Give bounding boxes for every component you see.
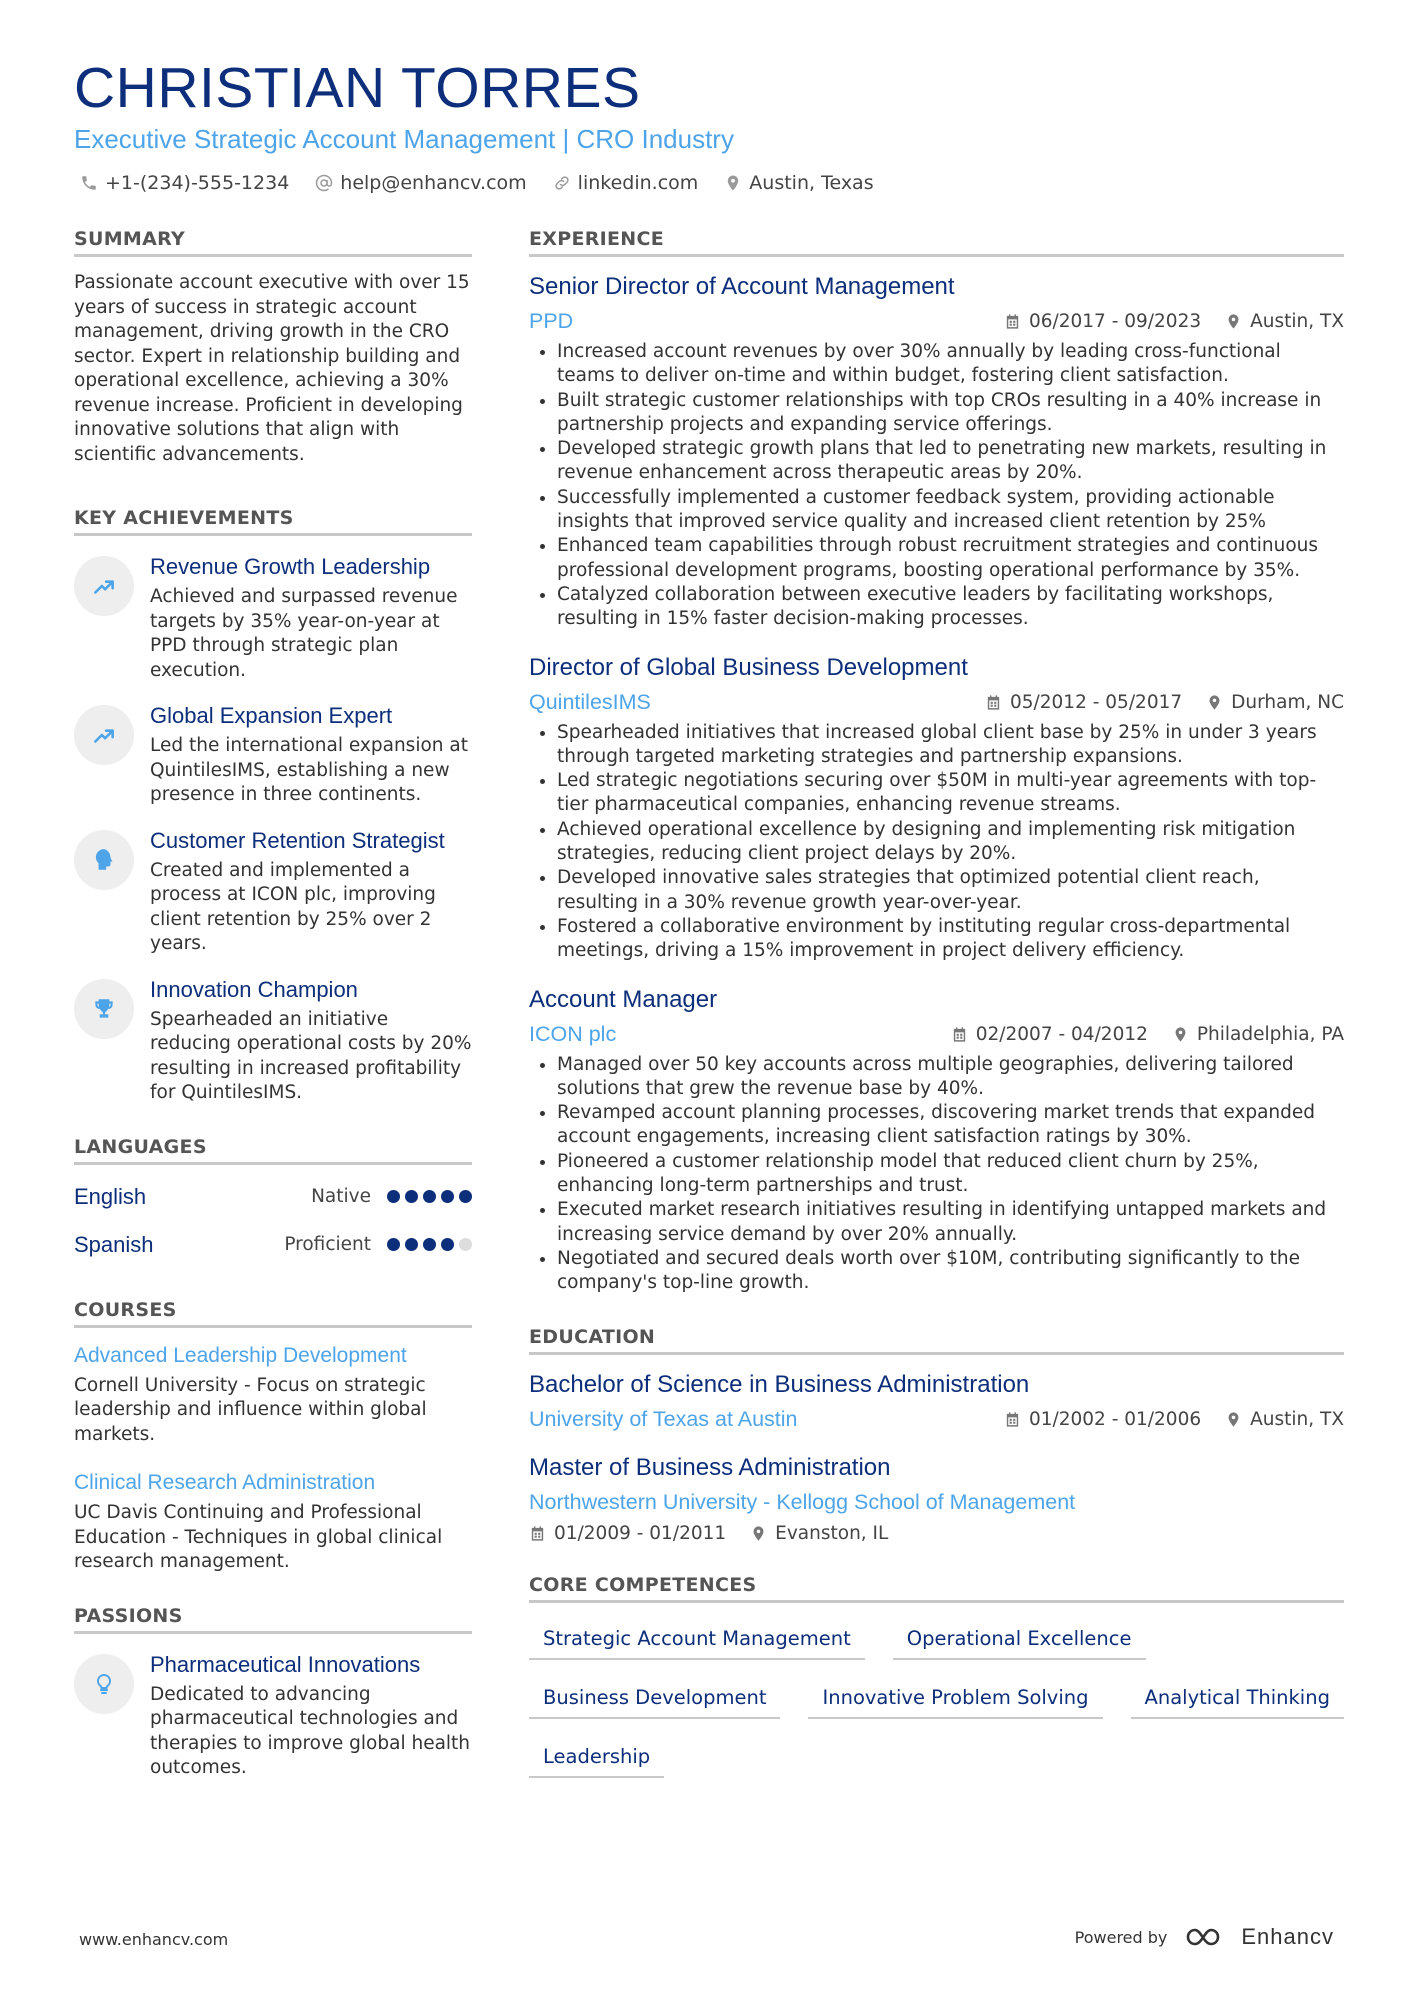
calendar-icon <box>1004 1411 1021 1428</box>
job-bullet: • Spearheaded initiatives that increased global client base by 25% in under 3 years through targeted marketing strategies and partnership expansions. <box>557 721 1344 770</box>
language-level: Native <box>311 1186 371 1207</box>
job-bullet: • Developed strategic growth plans that led to penetrating new markets, resulting in revenue enhancement across therapeutic areas by 20%. <box>557 437 1344 486</box>
head-icon <box>74 830 134 890</box>
courses-section <box>74 1299 472 1575</box>
job-bullet: • Successfully implemented a customer feedback system, providing actionable insights that improved service quality and increased client retention by 25% <box>557 486 1344 535</box>
job-entry <box>529 654 1344 964</box>
job-dates: 06/2017 - 09/2023 <box>1028 311 1202 332</box>
education-dates: 01/2002 - 01/2006 <box>1028 1408 1202 1430</box>
location-pin-icon <box>1172 1026 1189 1043</box>
competence-tag: Business Development <box>529 1680 780 1719</box>
job-bullet: • Pioneered a customer relationship model that reduced client churn by 25%, enhancing long-term partnerships and trust. <box>557 1150 1344 1199</box>
job-bullet: • Negotiated and secured deals worth over $10M, contributing significantly to the company's top-line growth. <box>557 1247 1344 1296</box>
competences-section <box>529 1574 1344 1798</box>
contact-location <box>724 172 873 194</box>
experience-heading: EXPERIENCE <box>529 228 1344 257</box>
summary-text: Passionate account executive with over 15 years of success in strategic account management, driving growth in the CRO sector. Expert in relationship building and operational excellence, achieving a 30% revenue increase. Proficient in developing innovative solutions that align with scientific advancements. <box>74 272 470 465</box>
growth-arrow-icon <box>74 705 134 765</box>
email-text: help@enhancv.com <box>340 172 527 194</box>
job-bullet: • Enhanced team capabilities through robust recruitment strategies and continuous professional development programs, boosting operational performance by 35%. <box>557 534 1344 583</box>
competences-heading: CORE COMPETENCES <box>529 1574 1344 1603</box>
degree-title: Bachelor of Science in Business Administration <box>529 1370 1030 1398</box>
school-name: Northwestern University - Kellogg School of Management <box>529 1489 1076 1514</box>
job-bullet: • Fostered a collaborative environment by instituting regular cross-departmental meetings, driving a 15% improvement in project delivery efficiency. <box>557 915 1344 964</box>
contact-bar <box>80 172 874 194</box>
rating-dot-filled <box>441 1190 454 1203</box>
enhancv-logo-icon <box>1185 1925 1231 1949</box>
competence-tag: Leadership <box>529 1739 664 1778</box>
location-pin-icon <box>1225 313 1242 330</box>
language-rating <box>387 1238 472 1251</box>
course-title: Advanced Leadership Development <box>74 1343 407 1367</box>
calendar-icon <box>951 1026 968 1043</box>
achievements-section <box>74 507 472 1106</box>
achievement-desc: Created and implemented a process at ICON plc, improving client retention by 25% over 2 years. <box>150 859 436 954</box>
rating-dot-filled <box>441 1238 454 1251</box>
contact-email[interactable] <box>315 172 526 194</box>
rating-dot-filled <box>423 1238 436 1251</box>
job-bullet: • Executed market research initiatives resulting in identifying untapped markets and increasing service demand by over 20% annually. <box>557 1198 1344 1247</box>
calendar-icon <box>985 694 1002 711</box>
job-entry <box>529 986 1344 1296</box>
course-desc: UC Davis Continuing and Professional Education - Techniques in global clinical research management. <box>74 1502 443 1572</box>
enhancv-logo[interactable] <box>1185 1924 1334 1950</box>
candidate-name: CHRISTIAN TORRES <box>74 56 641 120</box>
competence-tag: Strategic Account Management <box>529 1621 865 1660</box>
achievement-item <box>74 703 472 808</box>
rating-dot-filled <box>459 1190 472 1203</box>
passion-desc: Dedicated to advancing pharmaceutical technologies and therapies to improve global health outcomes. <box>150 1683 471 1778</box>
course-desc: Cornell University - Focus on strategic leadership and influence within global markets. <box>74 1374 427 1445</box>
education-heading: EDUCATION <box>529 1326 1344 1355</box>
language-name: English <box>74 1183 147 1209</box>
language-level: Proficient <box>284 1234 371 1255</box>
competence-tag: Operational Excellence <box>893 1621 1146 1660</box>
languages-section <box>74 1136 472 1269</box>
footer-website[interactable]: www.enhancv.com <box>79 1930 229 1949</box>
location-pin-icon <box>1225 1411 1242 1428</box>
course-title: Clinical Research Administration <box>74 1471 376 1494</box>
trophy-icon <box>74 979 134 1039</box>
job-entry <box>529 273 1344 632</box>
rating-dot-filled <box>405 1238 418 1251</box>
calendar-icon <box>529 1525 546 1542</box>
phone-text: +1-(234)-555-1234 <box>105 172 290 194</box>
location-pin-icon <box>1206 694 1223 711</box>
job-location: Durham, NC <box>1231 691 1344 713</box>
contact-linkedin[interactable] <box>553 172 699 194</box>
language-item <box>74 1173 472 1221</box>
job-bullet: • Built strategic customer relationships with top CROs resulting in a 40% increase in partnership projects and expanding service offerings. <box>557 389 1344 438</box>
achievement-title: Customer Retention Strategist <box>150 827 445 853</box>
education-item <box>529 1371 1344 1432</box>
language-rating <box>387 1190 472 1203</box>
growth-arrow-icon <box>74 556 134 616</box>
rating-dot-filled <box>405 1190 418 1203</box>
job-company: QuintilesIMS <box>529 689 651 714</box>
job-bullet: • Increased account revenues by over 30% annually by leading cross-functional teams to deliver on-time and within budget, fostering client satisfaction. <box>557 340 1344 389</box>
summary-heading: SUMMARY <box>74 228 472 257</box>
job-bullet: • Catalyzed collaboration between executive leaders by facilitating workshops, resulting in 15% faster decision-making processes. <box>557 583 1344 632</box>
job-title: Director of Global Business Development <box>529 653 968 681</box>
location-text: Austin, Texas <box>749 172 874 194</box>
achievement-title: Revenue Growth Leadership <box>150 554 431 579</box>
rating-dot-filled <box>423 1190 436 1203</box>
job-title: Account Manager <box>529 985 718 1013</box>
right-column <box>529 228 1344 1798</box>
job-bullet: • Developed innovative sales strategies that optimized potential client reach, resulting in a 30% revenue growth year-over-year. <box>557 866 1344 915</box>
job-bullet: • Led strategic negotiations securing over $50M in multi-year agreements with top-tier pharmaceutical companies, enhancing revenue streams. <box>557 769 1344 818</box>
link-icon <box>553 174 571 192</box>
at-icon <box>315 174 333 192</box>
location-pin-icon <box>750 1525 767 1542</box>
job-bullets <box>529 340 1344 632</box>
passions-heading: PASSIONS <box>74 1605 472 1634</box>
education-dates: 01/2009 - 01/2011 <box>554 1522 727 1544</box>
job-dates: 05/2012 - 05/2017 <box>1009 691 1183 713</box>
achievements-heading: KEY ACHIEVEMENTS <box>74 507 472 536</box>
passion-title: Pharmaceutical Innovations <box>150 1651 421 1677</box>
job-bullets <box>529 1053 1344 1296</box>
left-column <box>74 228 472 1801</box>
education-location: Evanston, IL <box>775 1522 889 1544</box>
job-title: Senior Director of Account Management <box>529 273 955 300</box>
lightbulb-icon <box>74 1654 134 1714</box>
job-company: ICON plc <box>529 1021 617 1046</box>
achievement-desc: Achieved and surpassed revenue targets by 35% year-on-year at PPD through strategic plan execution. <box>150 586 458 681</box>
competence-tags <box>529 1621 1344 1798</box>
job-bullets <box>529 721 1344 964</box>
achievement-item <box>74 977 472 1106</box>
competence-tag: Analytical Thinking <box>1131 1680 1344 1719</box>
achievement-item <box>74 554 472 683</box>
phone-icon <box>80 174 98 192</box>
education-item <box>529 1454 1344 1544</box>
rating-dot-filled <box>387 1190 400 1203</box>
achievement-desc: Spearheaded an initiative reducing operational costs by 20% resulting in increased profitability for QuintilesIMS. <box>150 1008 472 1103</box>
rating-dot-empty <box>459 1238 472 1251</box>
school-name: University of Texas at Austin <box>529 1406 798 1431</box>
passion-item <box>74 1652 472 1781</box>
summary-section <box>74 228 472 467</box>
location-pin-icon <box>724 174 742 192</box>
brand-name: Enhancv <box>1241 1924 1334 1949</box>
course-item <box>74 1471 472 1575</box>
language-name: Spanish <box>74 1231 154 1257</box>
education-section <box>529 1326 1344 1544</box>
linkedin-text: linkedin.com <box>577 172 699 194</box>
job-location: Philadelphia, PA <box>1196 1023 1344 1045</box>
job-company: PPD <box>529 309 574 333</box>
courses-heading: COURSES <box>74 1299 472 1328</box>
achievement-item <box>74 828 472 957</box>
job-bullet: • Achieved operational excellence by designing and implementing risk mitigation strategies, reducing client project delays by 20%. <box>557 818 1344 867</box>
achievement-title: Global Expansion Expert <box>150 703 393 728</box>
footer-brand <box>1075 1924 1334 1950</box>
achievement-title: Innovation Champion <box>150 976 358 1002</box>
calendar-icon <box>1004 313 1021 330</box>
powered-by-text: Powered by <box>1074 1927 1168 1947</box>
job-location: Austin, TX <box>1250 311 1344 332</box>
degree-title: Master of Business Administration <box>529 1453 891 1481</box>
education-location: Austin, TX <box>1250 1408 1344 1430</box>
competence-tag: Innovative Problem Solving <box>808 1680 1102 1719</box>
course-item <box>74 1344 472 1448</box>
job-bullet: • Managed over 50 key accounts across multiple geographies, delivering tailored solutions that grew the revenue base by 40%. <box>557 1053 1344 1102</box>
job-dates: 02/2007 - 04/2012 <box>975 1023 1148 1045</box>
rating-dot-filled <box>387 1238 400 1251</box>
candidate-headline: Executive Strategic Account Management | CRO Industry <box>74 124 734 154</box>
passions-section <box>74 1605 472 1781</box>
languages-heading: LANGUAGES <box>74 1136 472 1165</box>
job-bullet: • Revamped account planning processes, discovering market trends that expanded account engagements, increasing client satisfaction ratings by 30%. <box>557 1101 1344 1150</box>
language-item <box>74 1221 472 1269</box>
contact-phone[interactable] <box>80 172 289 194</box>
achievement-desc: Led the international expansion at QuintilesIMS, establishing a new presence in three continents. <box>150 735 468 805</box>
experience-section <box>529 228 1344 1296</box>
